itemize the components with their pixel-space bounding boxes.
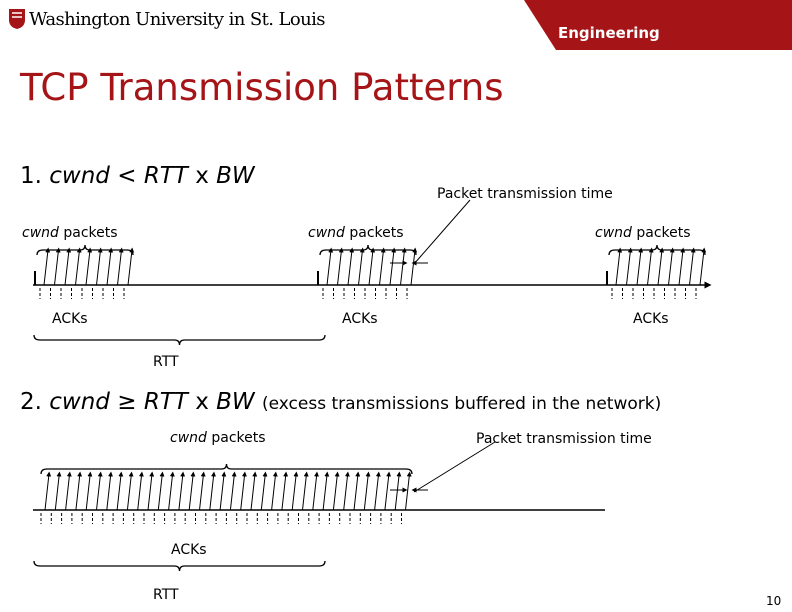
packet-arrow — [369, 250, 373, 285]
packet-arrow — [44, 250, 48, 285]
packet-arrow — [700, 250, 704, 285]
window-var: cwnd — [170, 430, 207, 446]
case1-window-brace — [609, 245, 705, 255]
case2-window-brace — [41, 464, 412, 474]
packet-arrow — [323, 474, 327, 510]
case1-ack-label-2: ACKs — [342, 311, 378, 327]
packet-arrow — [230, 474, 234, 510]
packet-arrow — [348, 250, 352, 285]
packet-arrow — [241, 474, 245, 510]
packet-arrow — [138, 474, 142, 510]
packet-arrow — [45, 474, 49, 510]
packet-arrow — [210, 474, 214, 510]
packet-arrow — [200, 474, 204, 510]
packet-arrow — [97, 250, 101, 285]
packet-arrow — [55, 250, 59, 285]
packet-arrow — [406, 474, 410, 510]
packet-arrow — [158, 474, 162, 510]
case1-annotation: Packet transmission time — [437, 186, 613, 202]
packet-arrow — [385, 474, 389, 510]
packet-arrow — [107, 250, 111, 285]
window-word: packets — [63, 225, 118, 241]
page-number: 10 — [766, 594, 782, 608]
packet-arrow — [118, 250, 122, 285]
window-var: cwnd — [595, 225, 632, 241]
packet-arrow — [380, 250, 384, 285]
case2-note: (excess transmissions buffered in the network) — [262, 394, 662, 414]
packet-arrow — [55, 474, 59, 510]
packet-arrow — [401, 250, 405, 285]
case2-ack-label: ACKs — [171, 542, 207, 558]
packet-arrow — [333, 474, 337, 510]
case1-window-brace — [37, 245, 133, 255]
packet-arrow — [251, 474, 255, 510]
case1-number: 1. — [20, 163, 42, 189]
case1-operator: < — [117, 163, 137, 189]
case1-bw: BW — [216, 163, 255, 189]
packet-arrow — [344, 474, 348, 510]
packet-arrow — [76, 474, 80, 510]
annotation-pointer — [414, 200, 470, 264]
packet-arrow — [66, 474, 70, 510]
packet-arrow — [375, 474, 379, 510]
case2-rtt-brace — [34, 561, 325, 571]
case2-rtt: RTT — [143, 389, 188, 415]
packet-arrow — [395, 474, 399, 510]
packet-arrow — [338, 250, 342, 285]
packet-arrow — [86, 474, 90, 510]
case2-cwnd: cwnd — [49, 389, 110, 415]
packet-arrow — [354, 474, 358, 510]
packet-arrow — [220, 474, 224, 510]
packet-arrow — [76, 250, 80, 285]
packet-arrow — [127, 474, 131, 510]
packet-arrow — [272, 474, 276, 510]
packet-arrow — [390, 250, 394, 285]
packet-arrow — [616, 250, 620, 285]
case1-ack-label-3: ACKs — [633, 311, 669, 327]
case1-window-brace — [320, 245, 416, 255]
packet-arrow — [637, 250, 641, 285]
packet-arrow — [86, 250, 90, 285]
packet-arrow — [169, 474, 173, 510]
packet-arrow — [690, 250, 694, 285]
packet-arrow — [313, 474, 317, 510]
case2-operator: ≥ — [117, 389, 137, 415]
case2-rtt-label: RTT — [153, 587, 179, 603]
packet-arrow — [97, 474, 101, 510]
packet-arrow — [292, 474, 296, 510]
packet-arrow — [189, 474, 193, 510]
case1-rtt-label: RTT — [153, 354, 179, 370]
packet-arrow — [658, 250, 662, 285]
packet-arrow — [261, 474, 265, 510]
packet-arrow — [148, 474, 152, 510]
case2-bw: BW — [216, 389, 255, 415]
packet-arrow — [117, 474, 121, 510]
packet-arrow — [364, 474, 368, 510]
packet-arrow — [648, 250, 652, 285]
packet-arrow — [128, 250, 132, 285]
packet-arrow — [359, 250, 363, 285]
packet-arrow — [65, 250, 69, 285]
window-word: packets — [636, 225, 691, 241]
engineering-label: Engineering — [558, 24, 660, 42]
window-var: cwnd — [22, 225, 59, 241]
page-title: TCP Transmission Patterns — [20, 66, 504, 109]
case1-rtt-brace — [34, 335, 325, 345]
window-word: packets — [211, 430, 266, 446]
case2-times: x — [195, 389, 209, 415]
case2-annotation: Packet transmission time — [476, 431, 652, 447]
case1-cwnd: cwnd — [49, 163, 110, 189]
packet-arrow — [327, 250, 331, 285]
case2-number: 2. — [20, 389, 42, 415]
packet-arrow — [179, 474, 183, 510]
packet-arrow — [411, 250, 415, 285]
university-logo-text: Washington University in St. Louis — [29, 9, 325, 30]
annotation-pointer — [414, 442, 495, 492]
window-var: cwnd — [308, 225, 345, 241]
packet-arrow — [627, 250, 631, 285]
packet-arrow — [669, 250, 673, 285]
window-word: packets — [349, 225, 404, 241]
packet-arrow — [107, 474, 111, 510]
packet-arrow — [303, 474, 307, 510]
case1-times: x — [195, 163, 209, 189]
case1-rtt: RTT — [143, 163, 188, 189]
packet-arrow — [679, 250, 683, 285]
case1-ack-label-1: ACKs — [52, 311, 88, 327]
packet-arrow — [282, 474, 286, 510]
